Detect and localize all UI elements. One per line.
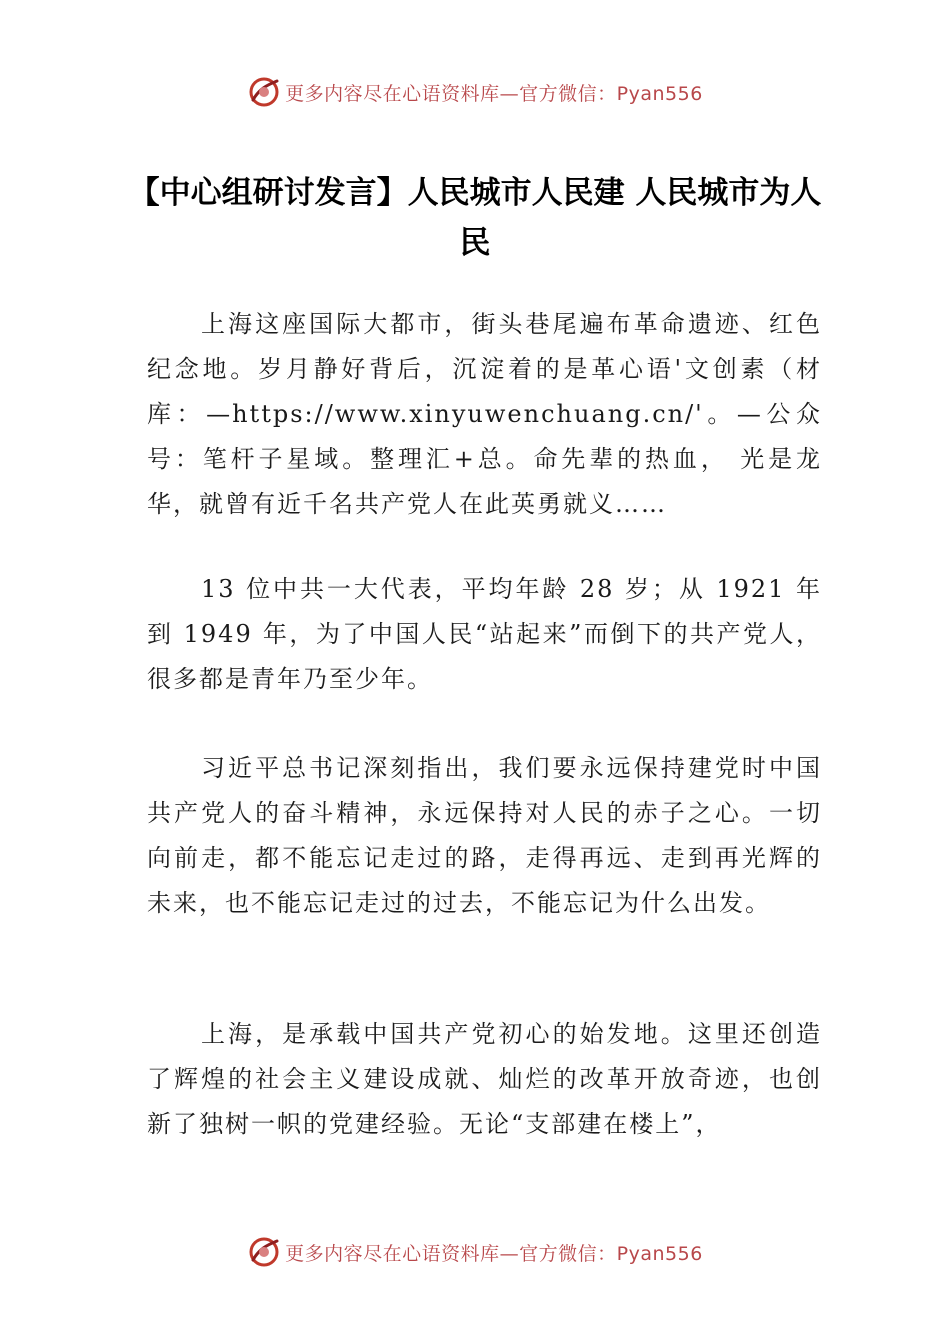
logo-icon xyxy=(247,75,281,109)
footer-watermark xyxy=(0,1232,950,1272)
header-watermark xyxy=(0,72,950,112)
logo-icon xyxy=(247,1235,281,1269)
paragraph-2: 13 位中共一大代表，平均年龄 28 岁；从 1921 年到 1949 年，为了中国人民“站起来”而倒下的共产党人，很多都是青年乃至少年。 xyxy=(147,575,822,693)
paragraph-4: 上海，是承载中国共产党初心的始发地。这里还创造了辉煌的社会主义建设成就、灿烂的改革开放奇迹，也创新了独树一帜的党建经验。无论“支部建在楼上”， xyxy=(147,1020,822,1138)
banner-text: 更多内容尽在心语资料库—官方微信：Pyan556 xyxy=(285,82,703,105)
document-title: 【中心组研讨发言】人民城市人民建 人民城市为人民 xyxy=(128,175,822,261)
wechat-id: Pyan556 xyxy=(616,1242,703,1265)
banner-text: 更多内容尽在心语资料库—官方微信：Pyan556 xyxy=(285,1242,703,1265)
paragraph-1: 上海这座国际大都市，街头巷尾遍布革命遗迹、红色纪念地。岁月静好背后，沉淀着的是革心语'文创素（材库：—https://www.xinyuwenchuang.cn/'。—公众号：笔杆子星域。整理汇+总。命先辈的热血， 光是龙华，就曾有近千名共产党人在此英勇就义…… xyxy=(147,310,822,518)
paragraph-3: 习近平总书记深刻指出，我们要永远保持建党时中国共产党人的奋斗精神，永远保持对人民的赤子之心。一切向前走，都不能忘记走过的路，走得再远、走到再光辉的未来，也不能忘记走过的过去，不能忘记为什么出发。 xyxy=(147,754,822,917)
wechat-id: Pyan556 xyxy=(616,82,703,105)
